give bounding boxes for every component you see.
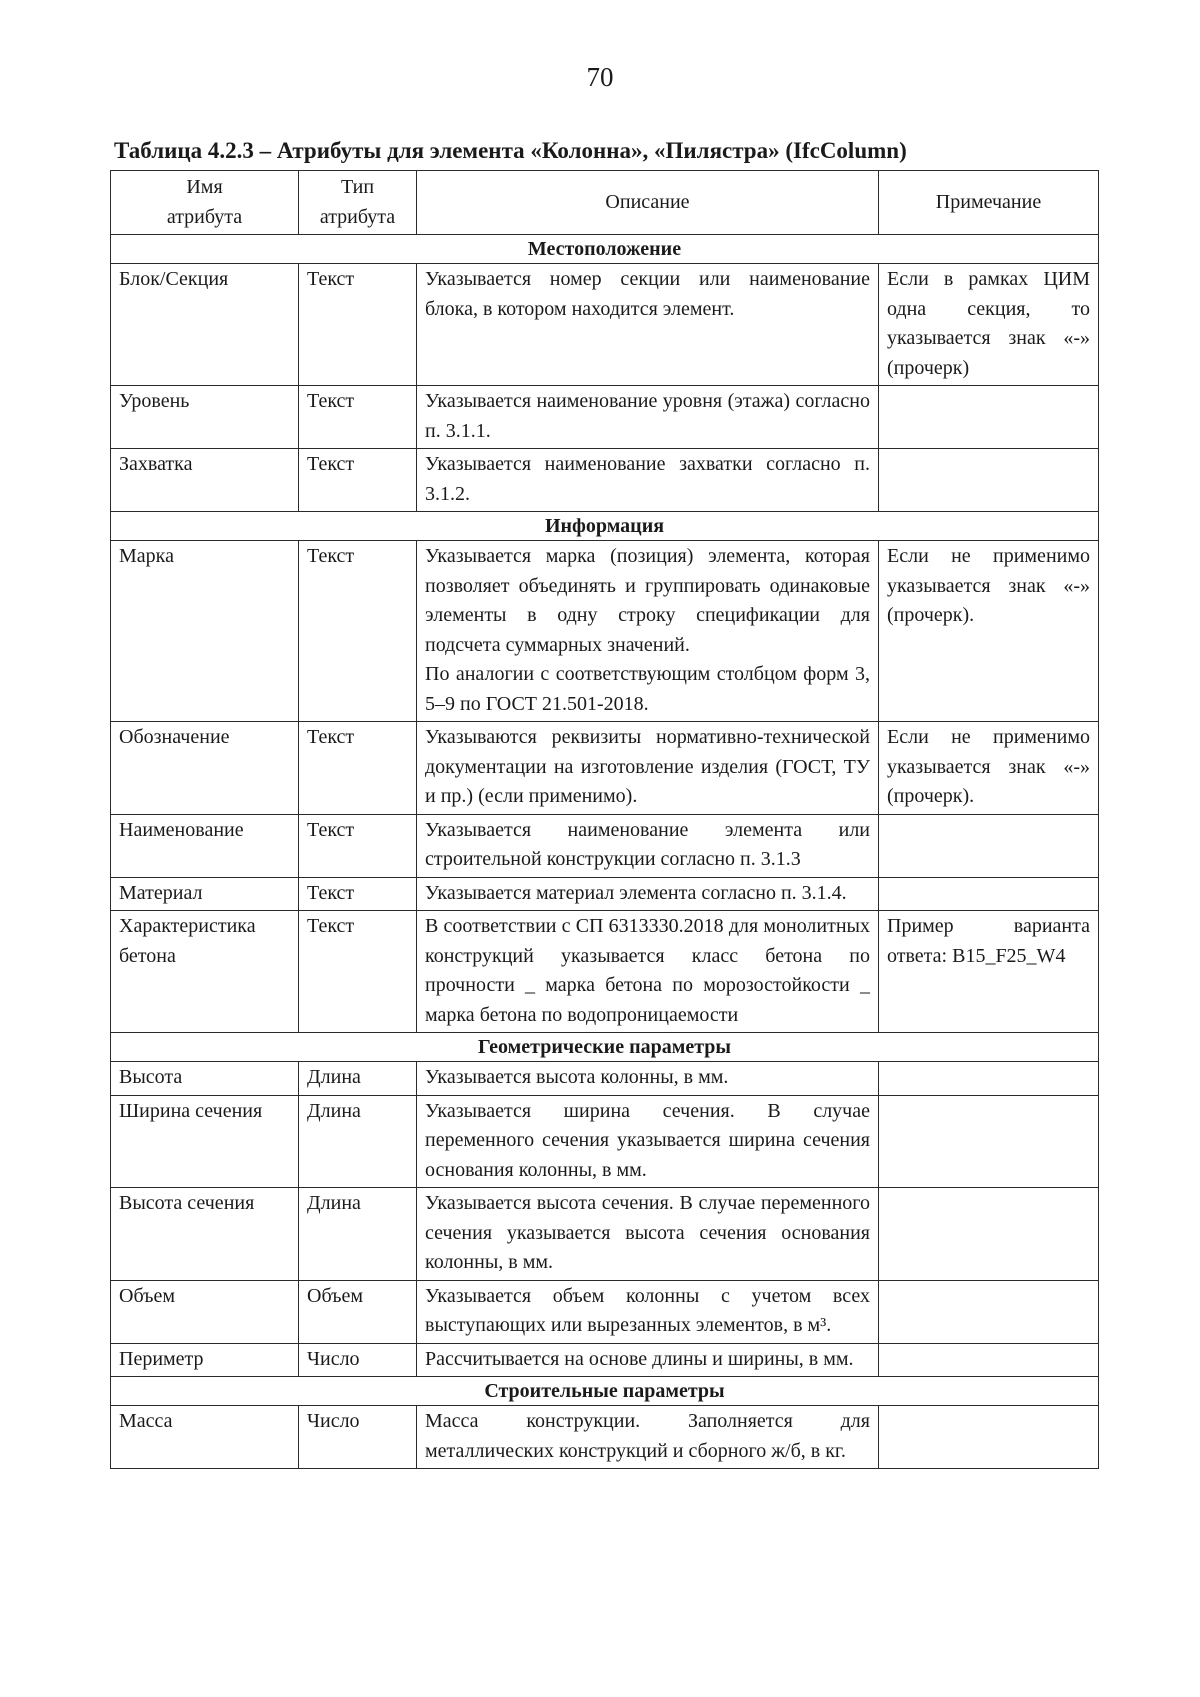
cell-attribute-type: Текст (299, 911, 417, 1033)
cell-attribute-type: Объем (299, 1280, 417, 1343)
cell-attribute-type: Длина (299, 1188, 417, 1281)
cell-attribute-name: Периметр (111, 1343, 299, 1377)
cell-note: Если не применимо указывается знак «-» (прочерк). (879, 722, 1099, 815)
cell-note (879, 1095, 1099, 1188)
table-row (111, 541, 1099, 722)
cell-description: Указывается марка (позиция) элемента, которая позволяет объединять и группировать одинаковые элементы в одну строку спецификации для подсчета суммарных значений. По аналогии с соответствующим столбцом форм 3, 5–9 по ГОСТ 21.501-2018. (417, 541, 879, 722)
cell-description: Указывается высота колонны, в мм. (417, 1062, 879, 1096)
cell-attribute-name: Блок/Секция (111, 264, 299, 386)
section-title: Геометрические параметры (111, 1033, 1099, 1062)
table-row (111, 814, 1099, 877)
cell-attribute-name: Объем (111, 1280, 299, 1343)
cell-description: Указывается наименование захватки согласно п. 3.1.2. (417, 449, 879, 512)
cell-attribute-type: Текст (299, 722, 417, 815)
table-row (111, 449, 1099, 512)
cell-attribute-name: Ширина сечения (111, 1095, 299, 1188)
table-row (111, 1343, 1099, 1377)
cell-note (879, 386, 1099, 449)
table-header-row (111, 171, 1099, 235)
table-body (111, 235, 1099, 1469)
cell-attribute-type: Длина (299, 1095, 417, 1188)
page-number: 70 (586, 62, 614, 92)
cell-note (879, 1062, 1099, 1096)
header-attribute-type: Тип атрибута (299, 171, 417, 235)
table-row (111, 1188, 1099, 1281)
cell-description: Указывается номер секции или наименование блока, в котором находится элемент. (417, 264, 879, 386)
cell-attribute-name: Уровень (111, 386, 299, 449)
section-row (111, 235, 1099, 264)
cell-attribute-type: Текст (299, 814, 417, 877)
cell-note: Если в рамках ЦИМ одна секция, то указывается знак «-» (прочерк) (879, 264, 1099, 386)
section-row (111, 1377, 1099, 1406)
table-caption: Таблица 4.2.3 – Атрибуты для элемента «Колонна», «Пилястра» (IfcColumn) (114, 138, 907, 163)
cell-description: Указывается материал элемента согласно п. 3.1.4. (417, 877, 879, 911)
cell-attribute-type: Текст (299, 386, 417, 449)
table-row (111, 1280, 1099, 1343)
cell-description: Указывается наименование уровня (этажа) согласно п. 3.1.1. (417, 386, 879, 449)
cell-attribute-name: Наименование (111, 814, 299, 877)
cell-description: Указывается наименование элемента или строительной конструкции согласно п. 3.1.3 (417, 814, 879, 877)
cell-description: Рассчитывается на основе длины и ширины, в мм. (417, 1343, 879, 1377)
table-row (111, 1406, 1099, 1469)
cell-note (879, 1406, 1099, 1469)
cell-attribute-name: Обозначение (111, 722, 299, 815)
cell-description: Указывается объем колонны с учетом всех выступающих или вырезанных элементов, в м³. (417, 1280, 879, 1343)
cell-attribute-type: Число (299, 1406, 417, 1469)
header-attribute-name: Имя атрибута (111, 171, 299, 235)
cell-attribute-name: Высота (111, 1062, 299, 1096)
cell-description: Масса конструкции. Заполняется для металлических конструкций и сборного ж/б, в кг. (417, 1406, 879, 1469)
cell-attribute-name: Характеристика бетона (111, 911, 299, 1033)
section-row (111, 512, 1099, 541)
table-row (111, 722, 1099, 815)
header-description: Описание (417, 171, 879, 235)
table-row (111, 264, 1099, 386)
cell-attribute-name: Материал (111, 877, 299, 911)
cell-attribute-type: Текст (299, 264, 417, 386)
cell-attribute-type: Число (299, 1343, 417, 1377)
cell-attribute-type: Текст (299, 449, 417, 512)
cell-note (879, 877, 1099, 911)
cell-attribute-name: Масса (111, 1406, 299, 1469)
cell-description: Указывается высота сечения. В случае переменного сечения указывается высота сечения основания колонны, в мм. (417, 1188, 879, 1281)
cell-attribute-name: Высота сечения (111, 1188, 299, 1281)
table-row (111, 1095, 1099, 1188)
attributes-table (110, 170, 1099, 1469)
cell-attribute-name: Марка (111, 541, 299, 722)
section-row (111, 1033, 1099, 1062)
table-row (111, 1062, 1099, 1096)
cell-attribute-type: Текст (299, 541, 417, 722)
cell-description: Указываются реквизиты нормативно-технической документации на изготовление изделия (ГОСТ, ТУ и пр.) (если применимо). (417, 722, 879, 815)
table-row (111, 911, 1099, 1033)
table-row (111, 386, 1099, 449)
section-title: Строительные параметры (111, 1377, 1099, 1406)
cell-note (879, 449, 1099, 512)
cell-note: Если не применимо указывается знак «-» (прочерк). (879, 541, 1099, 722)
cell-note (879, 814, 1099, 877)
cell-attribute-name: Захватка (111, 449, 299, 512)
cell-note: Пример варианта ответа: B15_F25_W4 (879, 911, 1099, 1033)
cell-attribute-type: Текст (299, 877, 417, 911)
table-row (111, 877, 1099, 911)
cell-description: Указывается ширина сечения. В случае переменного сечения указывается ширина сечения основания колонны, в мм. (417, 1095, 879, 1188)
section-title: Местоположение (111, 235, 1099, 264)
cell-note (879, 1343, 1099, 1377)
cell-note (879, 1188, 1099, 1281)
cell-note (879, 1280, 1099, 1343)
cell-description: В соответствии с СП 6313330.2018 для монолитных конструкций указывается класс бетона по прочности _ марка бетона по морозостойкости _ марка бетона по водопроницаемости (417, 911, 879, 1033)
section-title: Информация (111, 512, 1099, 541)
cell-attribute-type: Длина (299, 1062, 417, 1096)
header-note: Примечание (879, 171, 1099, 235)
